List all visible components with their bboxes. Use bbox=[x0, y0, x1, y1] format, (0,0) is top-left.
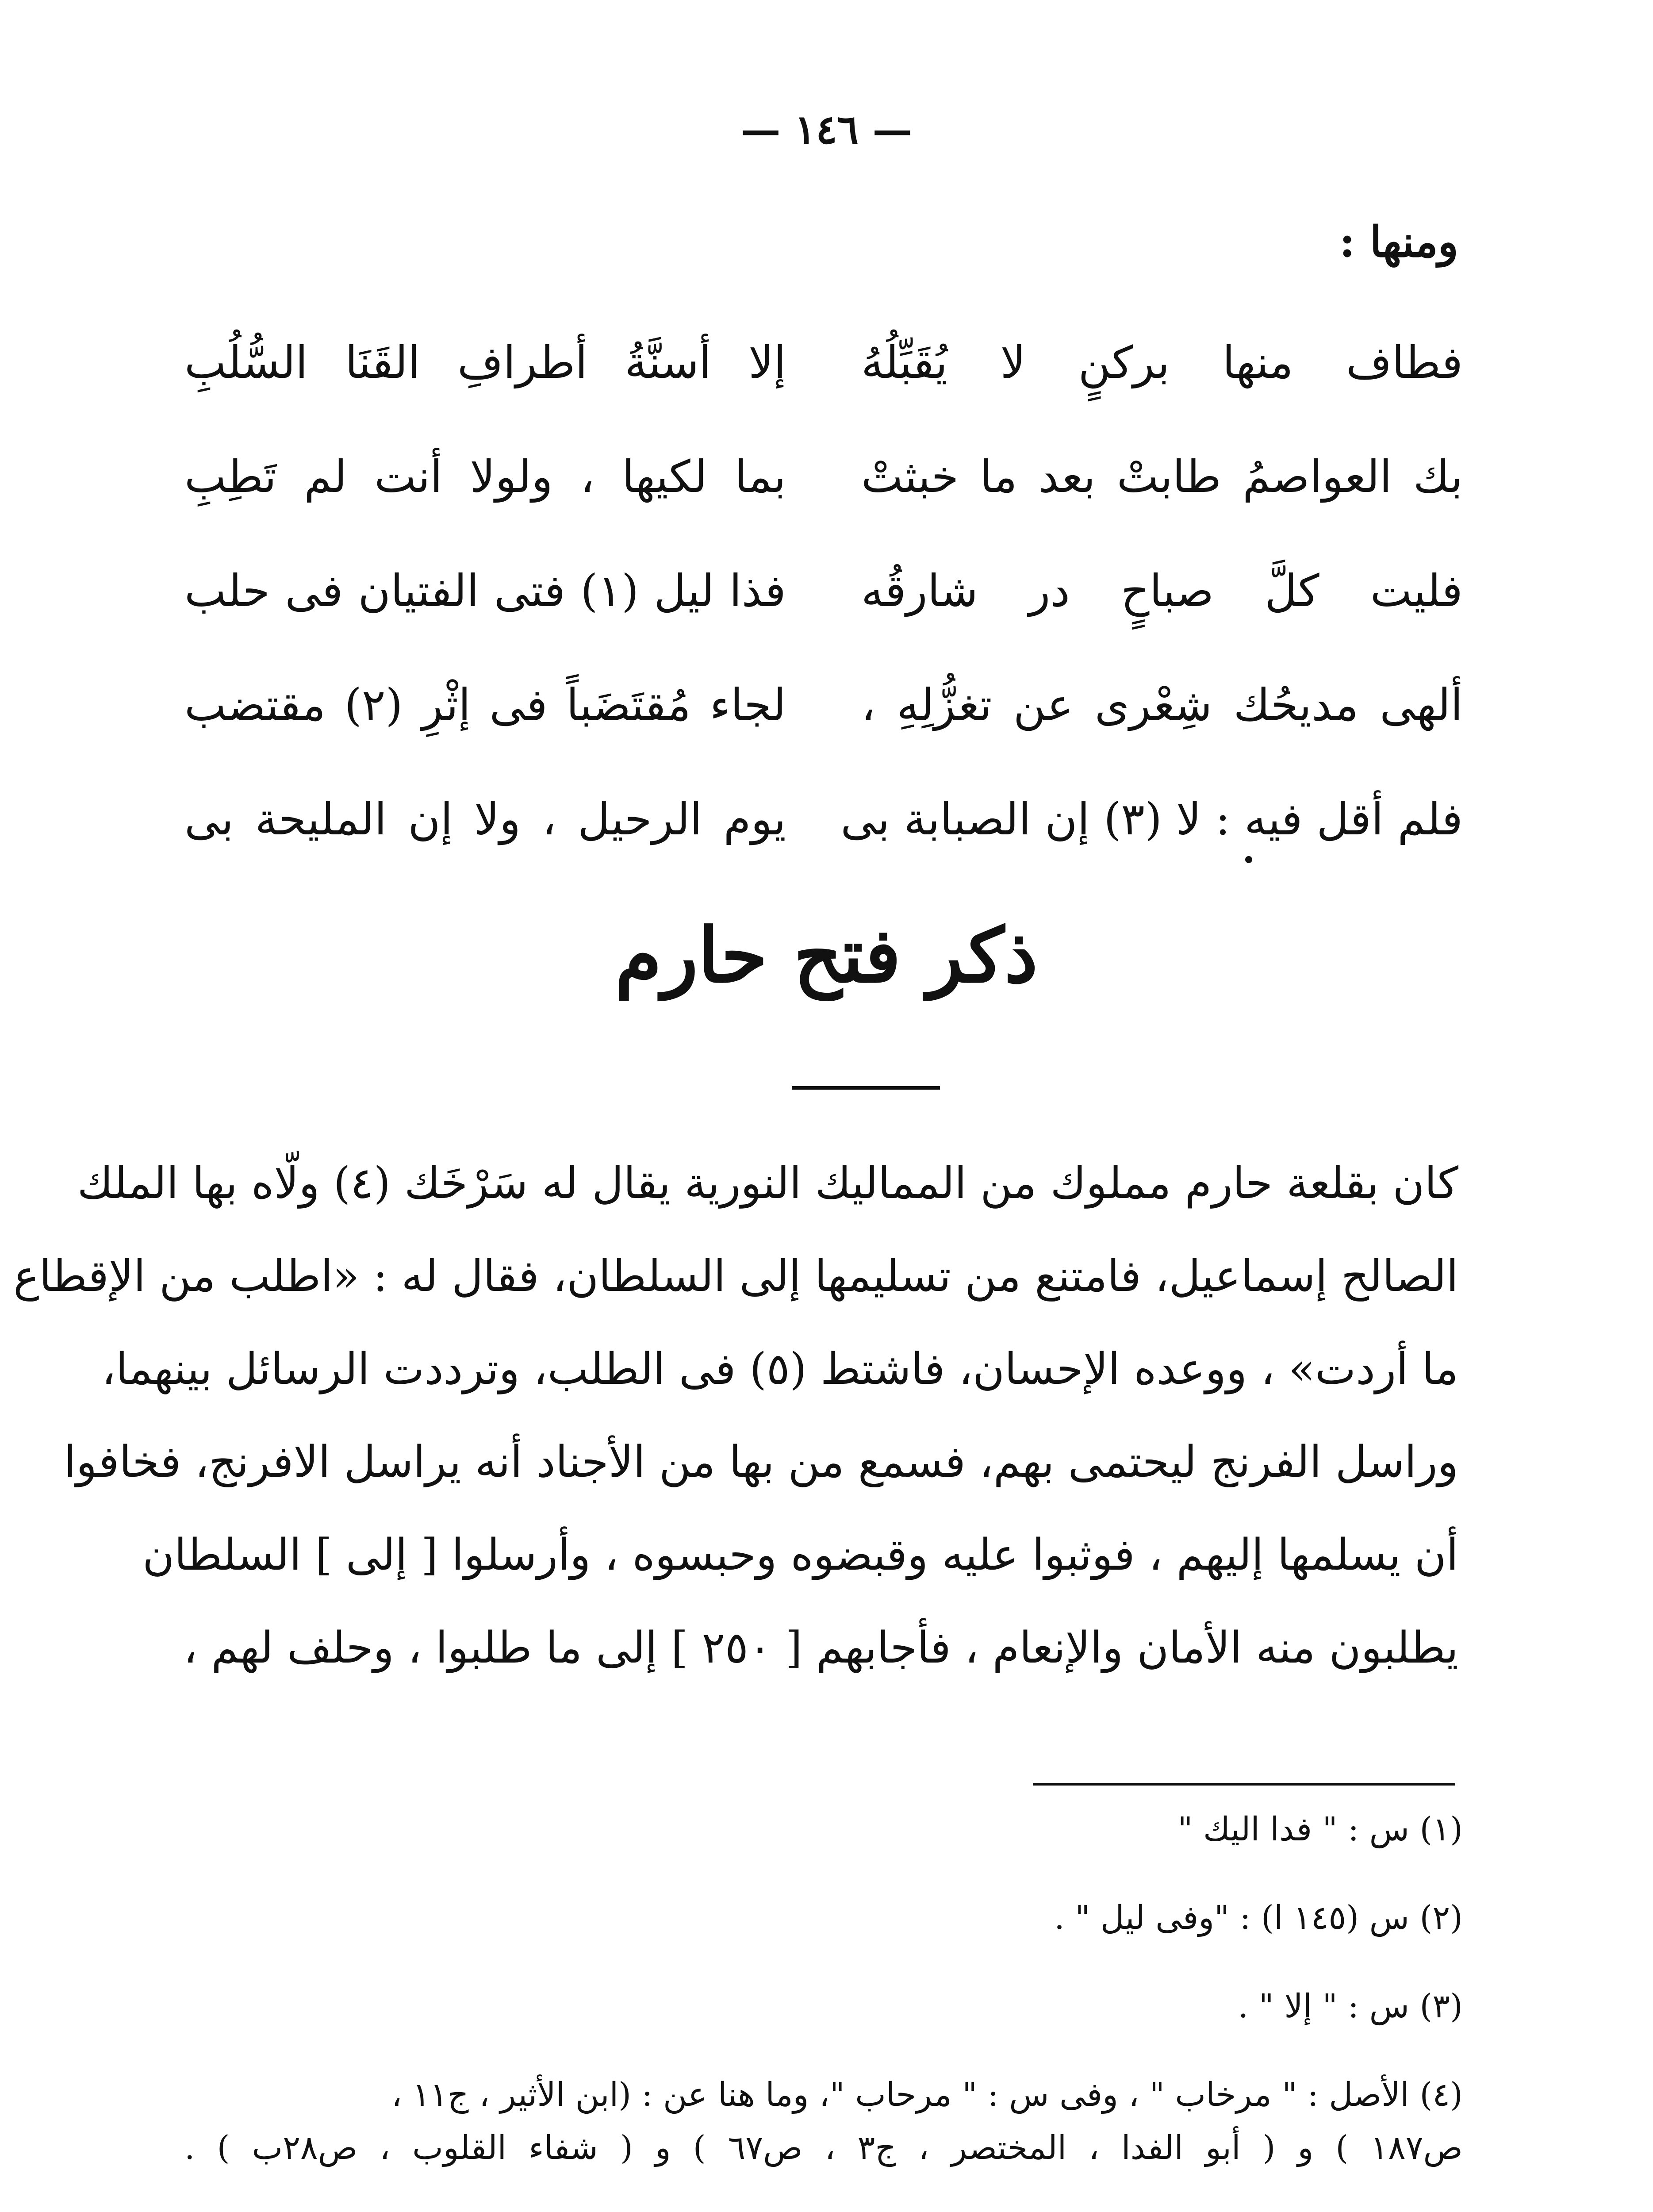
title-underline bbox=[792, 1086, 940, 1090]
verse-second-hemistich: لجاء مُقتَضَباً فى إثْرِ (٢) مقتضب bbox=[184, 679, 786, 731]
body-line: الصالح إسماعيل، فامتنع من تسليمها إلى السلطان، فقال له : «اطلب من الإقطاع bbox=[13, 1251, 1458, 1302]
verse-second-hemistich: يوم الرحيل ، ولا إن المليحة بى bbox=[184, 793, 786, 845]
print-dot bbox=[1245, 856, 1252, 863]
poem-verse bbox=[184, 305, 1463, 419]
verse-second-hemistich: فذا ليل (١) فتى الفتيان فى حلب bbox=[184, 565, 786, 617]
footnote-5 bbox=[184, 2205, 1463, 2212]
verse-first-hemistich: بك العواصمُ طابتْ بعد ما خبثتْ bbox=[861, 450, 1463, 503]
body-line: يطلبون منه الأمان والإنعام ، فأجابهم [ ٢٥٠ ] إلى ما طلبوا ، وحلف لهم ، bbox=[183, 1623, 1458, 1673]
footnote-4: (٤) الأصل : " مرخاب " ، وفى س : " مرحاب "، وما هنا عن : (ابن الأثير ، ج١١ ، bbox=[391, 2076, 1463, 2114]
footnotes bbox=[184, 1803, 1463, 2212]
body-line: ما أردت» ، ووعده الإحسان، فاشتط (٥) فى الطلب، وترددت الرسائل بينهما، bbox=[102, 1344, 1458, 1394]
footnote-4-continuation: ص١٨٧ ) و ( أبو الفدا ، المختصر ، ج٣ ، ص٦٧ ) و ( شفاء القلوب ، ص٢٨ب ) . bbox=[184, 2129, 1463, 2167]
page-number: — ١٤٦ — bbox=[740, 106, 913, 153]
verse-first-hemistich: ألهى مديحُك شِعْرى عن تغزُّلِهِ ، bbox=[861, 679, 1463, 731]
verse-second-hemistich: إلا أسنَّةُ أطرافِ القَنَا السُّلُبِ bbox=[184, 336, 786, 388]
poem-block bbox=[184, 305, 1463, 876]
poem-verse bbox=[184, 534, 1463, 648]
footnote-1: (١) س : " فدا اليك " bbox=[1177, 1810, 1463, 1848]
footnote-2: (٢) س (١٤٥ ا) : "وفى ليل " . bbox=[1054, 1899, 1463, 1937]
poem-intro-label: ومنها : bbox=[1339, 217, 1458, 267]
verse-second-hemistich: بما لكيها ، ولولا أنت لم تَطِبِ bbox=[184, 450, 786, 503]
poem-verse bbox=[184, 648, 1463, 762]
verse-first-hemistich: فلم أقل فيه : لا (٣) إن الصبابة بى bbox=[840, 793, 1463, 845]
body-line: كان بقلعة حارم مملوك من المماليك النورية يقال له سَرْخَك (٤) ولّاه بها الملك bbox=[77, 1158, 1458, 1209]
body-line: وراسل الفرنج ليحتمى بهم، فسمع من بها من الأجناد أنه يراسل الافرنج، فخافوا bbox=[64, 1437, 1458, 1487]
footnote-3: (٣) س : " إلا " . bbox=[1238, 1987, 1463, 2025]
section-title: ذكر فتح حارم bbox=[615, 911, 1038, 1000]
verse-first-hemistich: فطاف منها بركنٍ لا يُقَبِّلُهُ bbox=[861, 336, 1463, 388]
poem-verse bbox=[184, 419, 1463, 534]
poem-verse bbox=[184, 762, 1463, 876]
verse-first-hemistich: فليت كلَّ صباحٍ در شارقُه bbox=[861, 565, 1463, 617]
body-paragraph bbox=[13, 1137, 1458, 1694]
footnote-separator bbox=[1033, 1783, 1455, 1786]
body-line: أن يسلمها إليهم ، فوثبوا عليه وقبضوه وحبسوه ، وأرسلوا [ إلى ] السلطان bbox=[142, 1530, 1458, 1580]
